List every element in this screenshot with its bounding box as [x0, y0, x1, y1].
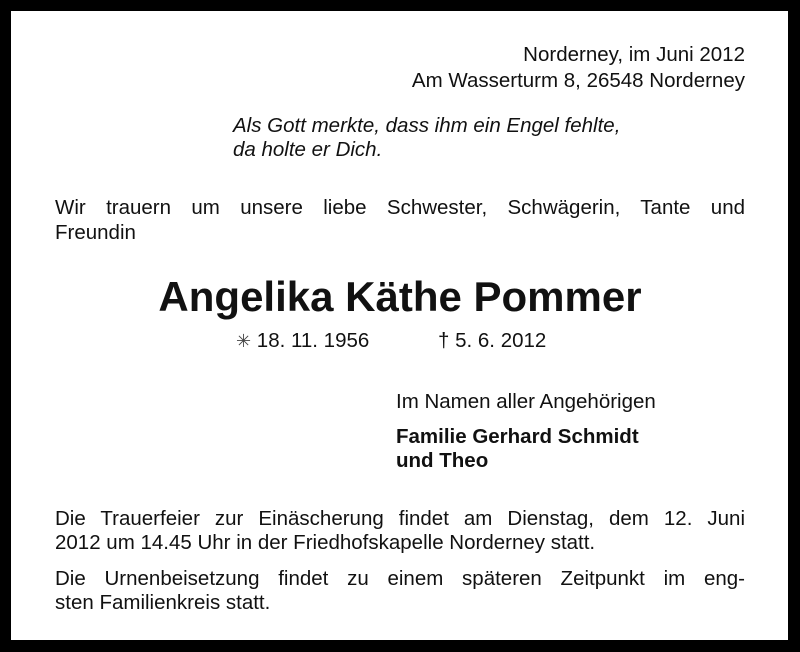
place-date: Norderney, im Juni 2012 [523, 43, 745, 66]
quote-line: da holte er Dich. [233, 138, 383, 161]
intro-line: Freundin [55, 221, 136, 244]
burial-line: Die Urnenbeisetzung findet zu einem späteren Zeitpunkt im eng- [55, 567, 745, 590]
signature-intro: Im Namen aller Angehörigen [396, 390, 656, 413]
signature-family: und Theo [396, 449, 489, 472]
burial-line: sten Familienkreis statt. [55, 591, 271, 614]
birth-date: 18. 11. 1956 [256, 329, 370, 352]
quote-line: Als Gott merkte, dass ihm ein Engel fehlte, [233, 114, 621, 137]
death-date: 5. 6. 2012 [455, 329, 547, 352]
signature-family: Familie Gerhard Schmidt [396, 425, 639, 448]
address: Am Wasserturm 8, 26548 Norderney [411, 69, 745, 92]
funeral-line: 2012 um 14.45 Uhr in der Friedhofskapelle Norderney statt. [55, 531, 596, 554]
death-cross-icon: † [438, 329, 450, 352]
funeral-line: Die Trauerfeier zur Einäscherung findet am Dienstag, dem 12. Juni [55, 507, 745, 530]
intro-line: Wir trauern um unsere liebe Schwester, Schwägerin, Tante und [55, 196, 745, 219]
deceased-name: Angelika Käthe Pommer [158, 273, 642, 320]
birth-star-icon: ✳ [236, 331, 252, 351]
